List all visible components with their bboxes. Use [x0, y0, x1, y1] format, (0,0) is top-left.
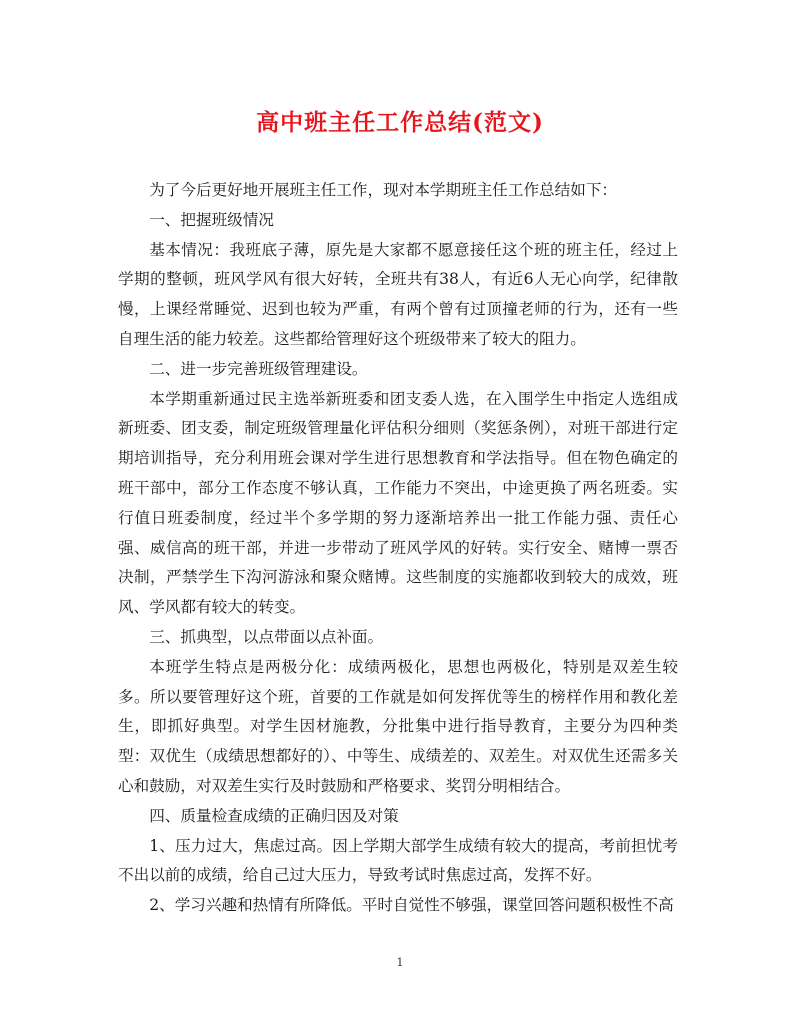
section-heading-3: 三、抓典型，以点带面以点补面。 — [149, 627, 384, 646]
paragraph-item-2: 2、学习兴趣和热情有所降低。平时自觉性不够强，课堂回答问题积极性不高 — [149, 896, 674, 915]
paragraph-basic-situation: 基本情况：我班底子薄，原先是大家都不愿意接任这个班的班主任，经过上学期的整顿，班风学风有很大好转，全班共有38人，有近6人无心向学，纪律散慢，上课经常睡觉、迟到也较为严重，有两个曾有过顶撞老师的行为，还有一些自理生活的能力较差。这些都给管理好这个班级带来了较大的阻力。 — [118, 240, 678, 348]
paragraph-student-types: 本班学生特点是两极分化：成绩两极化，思想也两极化，特别是双差生较多。所以要管理好这个班，首要的工作就是如何发挥优等生的榜样作用和教化差生，即抓好典型。对学生因材施教，分批集中进行指导教育，主要分为四种类型：双优生（成绩思想都好的）、中等生、成绩差的、双差生。对双优生还需多关心和鼓励，对双差生实行及时鼓励和严格要求、奖罚分明相结合。 — [118, 657, 678, 795]
paragraph-item-1: 1、压力过大，焦虑过高。因上学期大部学生成绩有较大的提高，考前担忧考不出以前的成绩，给自己过大压力，导致考试时焦虑过高，发挥不好。 — [118, 836, 678, 885]
document-title: 高中班主任工作总结(范文) — [256, 109, 544, 136]
section-heading-1: 一、把握班级情况 — [149, 210, 274, 229]
section-heading-2: 二、进一步完善班级管理建设。 — [149, 359, 368, 378]
paragraph-class-management: 本学期重新通过民主选举新班委和团支委人选，在入围学生中指定人选组成新班委、团支委，制定班级管理量化评估积分细则（奖惩条例），对班干部进行定期培训指导，充分利用班会课对学生进行思想教育和学法指导。但在物色确定的班干部中，部分工作态度不够认真，工作能力不突出，中途更换了两名班委。实行值日班委制度，经过半个多学期的努力逐渐培养出一批工作能力强、责任心强、威信高的班干部，并进一步带动了班风学风的好转。实行安全、赌博一票否决制，严禁学生下沟河游泳和聚众赌博。这些制度的实施都收到较大的成效，班风、学风都有较大的转变。 — [118, 389, 678, 617]
document-body — [118, 176, 678, 921]
page-number: 1 — [396, 956, 404, 969]
paragraph-intro: 为了今后更好地开展班主任工作，现对本学期班主任工作总结如下： — [149, 181, 618, 199]
section-heading-4: 四、质量检查成绩的正确归因及对策 — [149, 806, 399, 825]
